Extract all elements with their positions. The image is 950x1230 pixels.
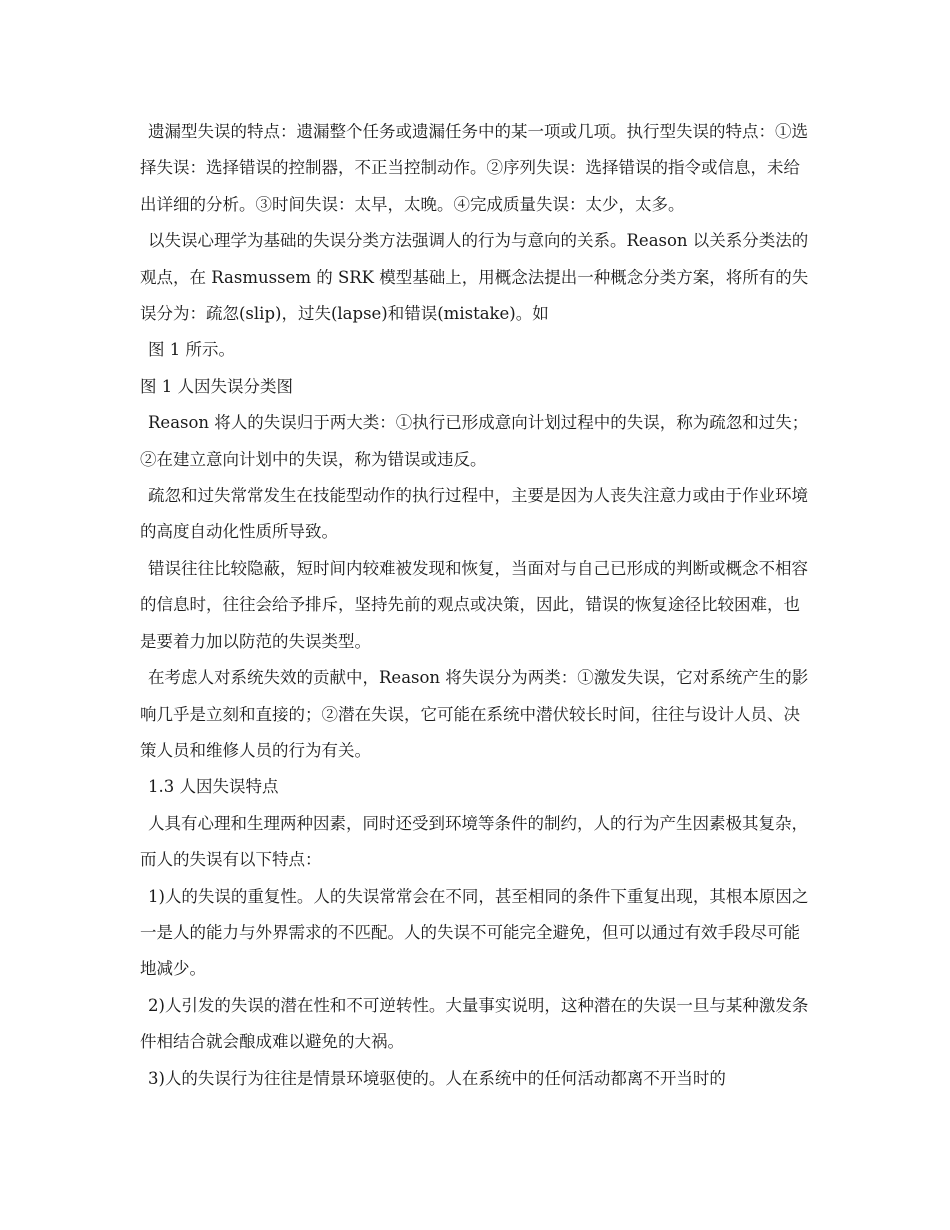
paragraph-mistakes: 错误往往比较隐蔽，短时间内较难被发现和恢复，当面对与自己已形成的判断或概念不相容的信息时，往往会给予排斥，坚持先前的观点或决策，因此，错误的恢复途径比较困难，也是要着力加以防范的失误类型。 (140, 558, 808, 651)
paragraph-two-categories: Reason 将人的失误归于两大类：①执行已形成意向计划过程中的失误，称为疏忽和过失；②在建立意向计划中的失误，称为错误或违反。 (140, 413, 809, 469)
list-item-repeatability: 1)人的失误的重复性。人的失误常常会在不同，甚至相同的条件下重复出现，其根本原因之一是人的能力与外界需求的不匹配。人的失误不可能完全避免，但可以通过有效手段尽可能地减少。 (140, 886, 809, 979)
list-item-context-driven: 3)人的失误行为往往是情景环境驱使的。人在系统中的任何活动都离不开当时的 (148, 1068, 726, 1088)
paragraph-reason-classification: 以失误心理学为基础的失误分类方法强调人的行为与意向的关系。Reason 以关系分类法的观点，在 Rasmussem 的 SRK 模型基础上，用概念法提出一种概念分类方案，将所有的失误分为：疏忽(slip)，过失(lapse)和错误(mistake)。如 (140, 231, 809, 324)
list-item-latency: 2)人引发的失误的潜在性和不可逆转性。大量事实说明，这种潜在的失误一旦与某种激发条件相结合就会酿成难以避免的大祸。 (140, 995, 809, 1052)
paragraph-figure-reference: 图 1 所示。 (148, 340, 235, 360)
document-page (140, 114, 812, 1097)
paragraph-error-types: 遗漏型失误的特点：遗漏整个任务或遗漏任务中的某一项或几项。执行型失误的特点：①选择失误：选择错误的控制器，不正当控制动作。②序列失误：选择错误的指令或信息，未给出详细的分析。③时间失误：太早，太晚。④完成质量失误：太少，太多。 (140, 122, 808, 214)
paragraph-slips-lapses: 疏忽和过失常常发生在技能型动作的执行过程中，主要是因为人丧失注意力或由于作业环境的高度自动化性质所导致。 (140, 486, 808, 542)
paragraph-active-latent: 在考虑人对系统失效的贡献中，Reason 将失误分为两类：①激发失误，它对系统产生的影响几乎是立刻和直接的；②潜在失误，它可能在系统中潜伏较长时间，往往与设计人员、决策人员和维修人员的行为有关。 (140, 668, 809, 760)
paragraph-characteristics-intro: 人具有心理和生理两种因素，同时还受到环境等条件的制约，人的行为产生因素极其复杂，而人的失误有以下特点： (140, 813, 808, 870)
section-heading: 1.3 人因失误特点 (148, 777, 279, 797)
figure-caption: 图 1 人因失误分类图 (140, 376, 293, 396)
